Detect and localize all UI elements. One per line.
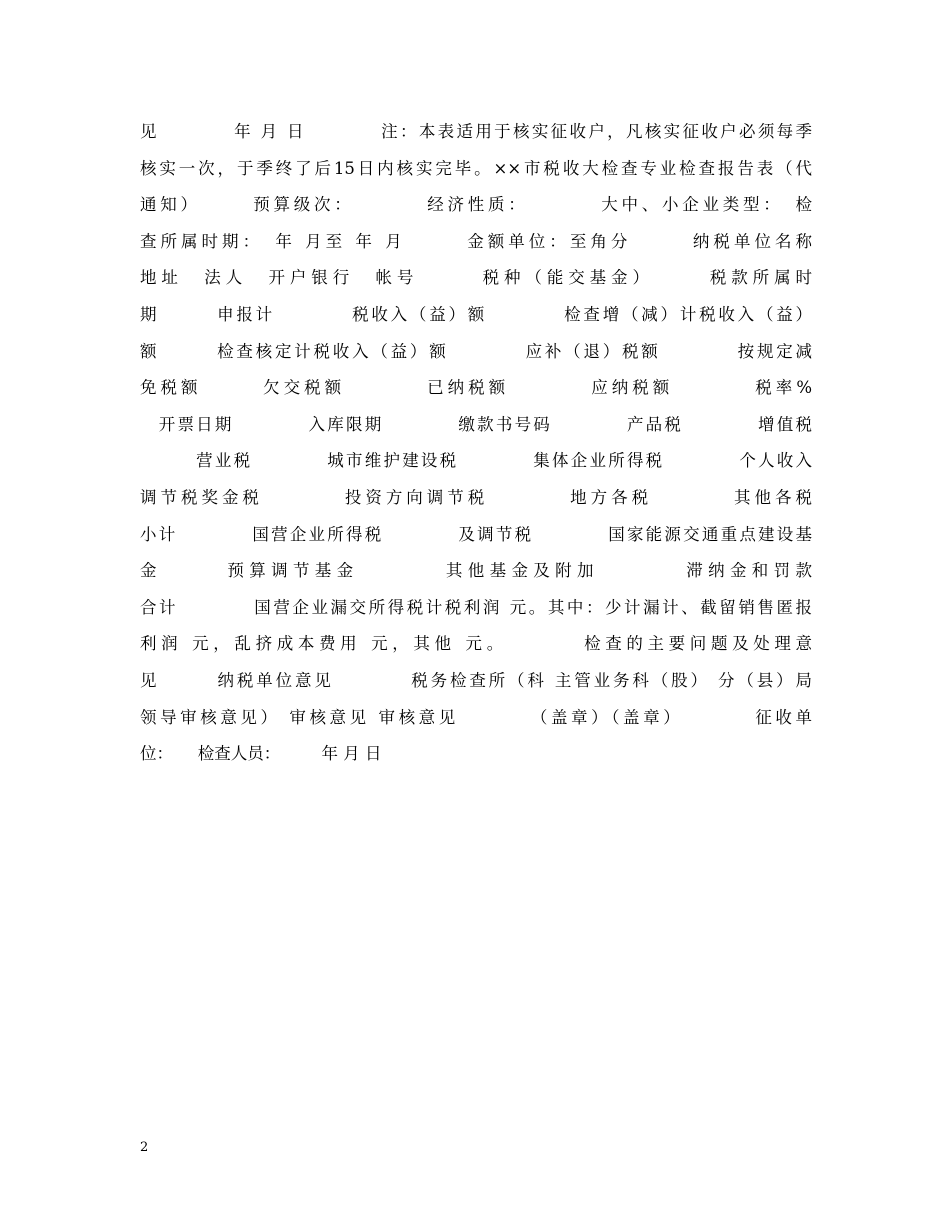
text-line: 核实一次，于季终了后15日内核实完毕。××市税收大检查专业检查报告表（代 (140, 158, 812, 178)
text-line: 通知） 预算级次： 经济性质： 大中、小企业类型： 检 (140, 195, 812, 215)
document-body (140, 114, 812, 773)
text-line: 见 年 月 日 注：本表适用于核实征收户，凡核实征收户必须每季 (140, 122, 812, 141)
text-line: 见 纳税单位意见 税务检查所（科 主管业务科（股） 分（县）局 (140, 670, 812, 690)
page-number: 2 (140, 1140, 149, 1155)
text-line: 小计 国营企业所得税 及调节税 国家能源交通重点建设基 (140, 524, 812, 544)
text-line: 期 申报计 税收入（益）额 检查增（减）计税收入（益） (140, 304, 812, 324)
text-line: 地址 法人 开户银行 帐号 税种（能交基金） 税款所属时 (140, 268, 812, 288)
text-line: 开票日期 入库限期 缴款书号码 产品税 增值税 (140, 414, 812, 434)
text-line: 查所属时期： 年 月至 年 月 金额单位：至角分 纳税单位名称 (140, 231, 812, 251)
text-line: 金 预算调节基金 其他基金及附加 滞纳金和罚款 (140, 561, 812, 581)
text-line: 领导审核意见） 审核意见 审核意见 （盖章）（盖章） 征收单 (140, 707, 812, 727)
text-line: 额 检查核定计税收入（益）额 应补（退）税额 按规定减 (140, 341, 812, 361)
text-line: 合计 国营企业漏交所得税计税利润 元。其中：少计漏计、截留销售匿报 (140, 597, 812, 617)
text-line: 调节税奖金税 投资方向调节税 地方各税 其他各税 (140, 487, 812, 507)
text-line: 位： 检查人员： 年 月 日 (140, 744, 382, 764)
text-line: 营业税 城市维护建设税 集体企业所得税 个人收入 (140, 451, 812, 471)
text-line: 免税额 欠交税额 已纳税额 应纳税额 税率% (140, 378, 812, 398)
text-line: 利润 元，乱挤成本费用 元，其他 元。 检查的主要问题及处理意 (140, 634, 812, 654)
